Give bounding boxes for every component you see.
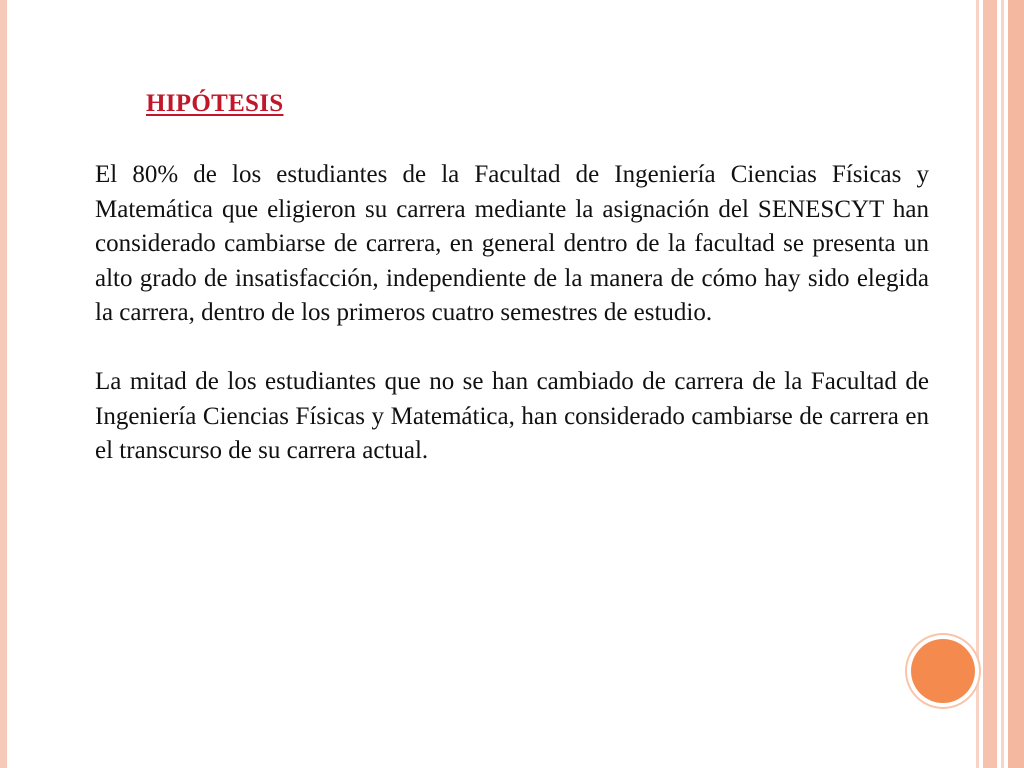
slide-body xyxy=(95,158,929,503)
paragraph-1: El 80% de los estudiantes de la Facultad de Ingeniería Ciencias Físicas y Matemática que eligieron su carrera mediante la asignación del SENESCYT han considerado cambiarse de carrera, en general dentro de la facultad se presenta un alto grado de insatisfacción, independiente de la manera de cómo hay sido elegida la carrera, dentro de los primeros cuatro semestres de estudio. xyxy=(95,161,929,326)
left-frame-stripe xyxy=(0,0,7,768)
paragraph-2: La mitad de los estudiantes que no se han cambiado de carrera de la Facultad de Ingeniería Ciencias Físicas y Matemática, han considerado cambiarse de carrera en el transcurso de su carrera actual. xyxy=(95,368,929,464)
right-frame-stripes xyxy=(976,0,1024,768)
frame-stripe xyxy=(1008,0,1024,768)
decorative-circle-icon xyxy=(911,639,975,703)
frame-stripe xyxy=(1001,0,1004,768)
frame-stripe xyxy=(983,0,997,768)
frame-stripe xyxy=(976,0,979,768)
slide-title: HIPÓTESIS xyxy=(146,90,284,117)
